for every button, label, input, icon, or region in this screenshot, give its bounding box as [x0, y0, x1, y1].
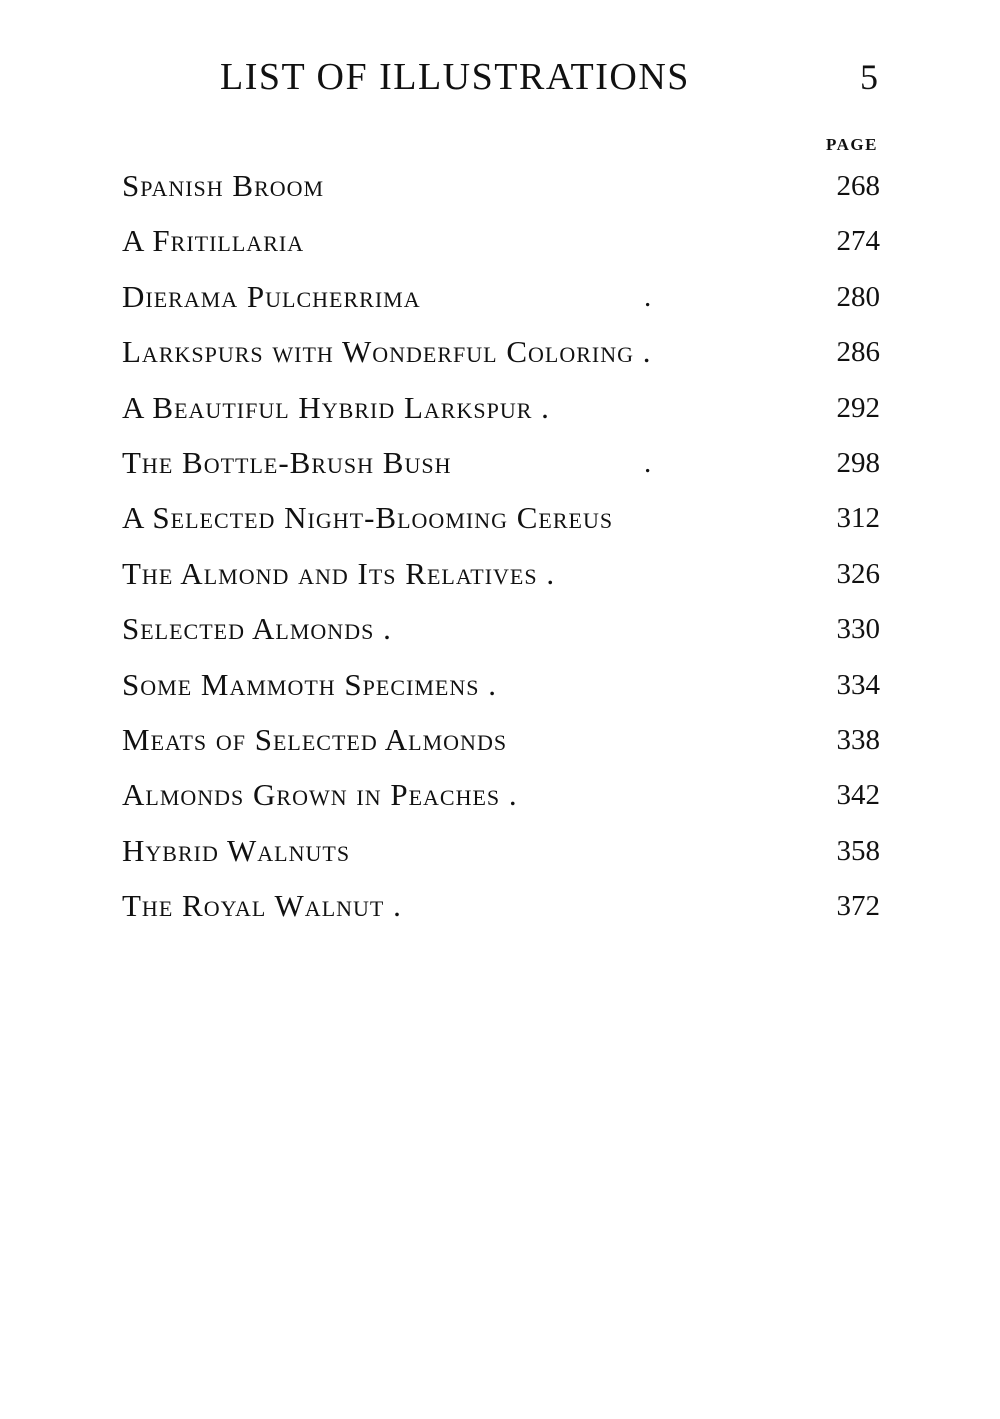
- entry-title: Larkspurs with Wonderful Coloring .: [122, 334, 652, 370]
- entry-page-number: 338: [836, 723, 880, 756]
- entry-title: A Selected Night-Blooming Cereus: [122, 500, 614, 536]
- list-item: [122, 490, 880, 545]
- entry-title: Spanish Broom: [122, 168, 325, 203]
- entry-title: A Fritillaria: [122, 223, 305, 259]
- list-item: [122, 823, 880, 878]
- entry-title: The Royal Walnut .: [122, 888, 402, 924]
- entry-title: Dierama Pulcherrima: [122, 278, 421, 314]
- list-item: [122, 324, 880, 379]
- entry-page-number: 312: [836, 502, 880, 535]
- entry-page-number: 286: [836, 336, 880, 369]
- list-item: [122, 435, 880, 490]
- entry-page-number: 298: [836, 446, 880, 479]
- entry-title: Some Mammoth Specimens .: [122, 666, 497, 702]
- entry-page-number: 292: [836, 391, 880, 424]
- entry-title: Meats of Selected Almonds: [122, 721, 508, 757]
- entry-title: Selected Almonds .: [122, 611, 392, 647]
- entry-page-number: 330: [836, 613, 880, 646]
- list-item: [122, 158, 880, 213]
- page-number: 5: [860, 57, 878, 97]
- entry-page-number: 274: [836, 225, 880, 258]
- list-item: [122, 380, 880, 435]
- entry-page-number: 358: [836, 834, 880, 867]
- entry-title: Hybrid Walnuts: [122, 832, 351, 868]
- list-item: [122, 878, 880, 933]
- entry-title: Almonds Grown in Peaches .: [122, 777, 518, 813]
- entry-page-number: 326: [836, 557, 880, 590]
- entry-title: The Bottle-Brush Bush: [122, 444, 452, 480]
- entry-page-number: 334: [836, 668, 880, 701]
- list-item: [122, 657, 880, 712]
- entry-title: A Beautiful Hybrid Larkspur .: [122, 389, 550, 425]
- list-item: [122, 767, 880, 822]
- entry-page-number: 268: [836, 170, 880, 202]
- leader-dot: .: [644, 280, 652, 313]
- running-head: [120, 52, 880, 102]
- list-item: [122, 546, 880, 601]
- list-item: [122, 601, 880, 656]
- list-item: [122, 269, 880, 324]
- illustrations-list: [122, 158, 880, 933]
- list-item: [122, 213, 880, 268]
- page-title: LIST OF ILLUSTRATIONS: [220, 56, 690, 98]
- entry-page-number: 280: [836, 280, 880, 313]
- entry-page-number: 342: [836, 779, 880, 812]
- entry-page-number: 372: [836, 890, 880, 923]
- leader-dot: .: [644, 446, 652, 479]
- entry-title: The Almond and Its Relatives .: [122, 555, 556, 591]
- list-item: [122, 712, 880, 767]
- page-column-label: PAGE: [826, 135, 878, 154]
